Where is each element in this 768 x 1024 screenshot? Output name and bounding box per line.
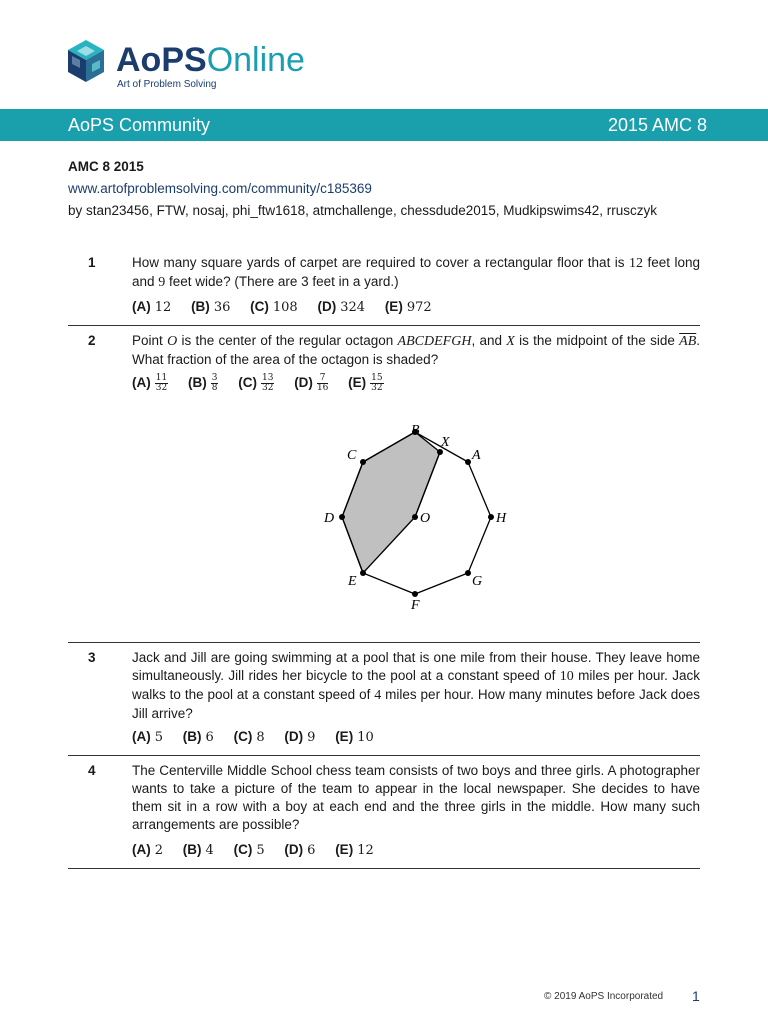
- choice-label: (D): [294, 375, 313, 391]
- choice-value: 972: [406, 300, 432, 315]
- choice-value: 4: [205, 843, 214, 858]
- choice-value: 108: [272, 300, 298, 315]
- label-c: C: [347, 448, 357, 463]
- choice-b: [183, 841, 214, 860]
- community-link[interactable]: www.artofproblemsolving.com/community/c185369: [68, 181, 372, 196]
- vertex-a: [465, 459, 471, 465]
- problem-text-part: miles per hour. How many minutes before Jack does Jill arrive?: [132, 687, 700, 721]
- copyright-notice: © 2019 AoPS Incorporated: [544, 991, 664, 1002]
- problem-text-part: . What fraction of the area of the octagon is shaded?: [132, 333, 701, 367]
- logo-tagline: Art of Problem Solving: [117, 79, 217, 90]
- choice-value: 5: [154, 730, 164, 745]
- choice-value: 5: [256, 843, 265, 858]
- choice-c: [234, 728, 265, 747]
- document-meta: [68, 156, 657, 222]
- problem-number: 3: [88, 650, 96, 665]
- choice-label: (E): [384, 299, 403, 314]
- logo-online-text: Online: [206, 41, 305, 79]
- choice-value: 6: [307, 843, 316, 858]
- choice-e: [348, 374, 383, 393]
- choice-label: (A): [132, 729, 151, 744]
- choice-label: (C): [238, 375, 257, 391]
- choice-label: (A): [132, 299, 151, 314]
- math-value: 9: [158, 275, 166, 290]
- choice-e: [385, 298, 432, 317]
- answer-choices: [132, 728, 390, 747]
- contest-title: 2015 AMC 8: [607, 115, 707, 135]
- label-a: A: [472, 448, 481, 463]
- choice-value: 12: [357, 843, 374, 858]
- choice-e: [335, 728, 374, 747]
- vertex-e: [360, 570, 366, 576]
- choice-label: (A): [132, 842, 151, 857]
- choice-label: (A): [132, 375, 151, 391]
- problem-text-part: feet wide? (There are 3 feet in a yard.): [165, 274, 399, 289]
- problem-text-part: is the center of the regular octagon: [177, 333, 398, 348]
- vertex-f: [412, 591, 418, 597]
- choice-label: (E): [335, 842, 354, 857]
- problem-number: 4: [88, 763, 96, 778]
- vertex-c: [360, 459, 366, 465]
- fraction-denominator: 32: [371, 383, 383, 393]
- choice-e: [335, 841, 374, 860]
- fraction-denominator: 16: [316, 383, 329, 393]
- math-value: 12: [629, 256, 644, 271]
- problem-text-part: How many square yards of carpet are required to cover a rectangular floor that is: [132, 255, 630, 270]
- problem-number: 2: [88, 333, 96, 348]
- page-number: 1: [692, 988, 700, 1004]
- choice-a: [132, 728, 163, 747]
- fraction-numerator: 7: [317, 374, 328, 384]
- problem-text-part: feet long and: [132, 255, 700, 289]
- label-g: G: [472, 574, 483, 589]
- label-x: X: [441, 435, 450, 450]
- math-var: O: [167, 334, 178, 349]
- problem-text-part: Point: [132, 333, 168, 348]
- choice-value: 10: [357, 730, 374, 745]
- choice-c: [250, 298, 298, 317]
- divider: [68, 642, 700, 643]
- aops-online-logo: [66, 36, 326, 96]
- answer-choices: [132, 298, 448, 317]
- authors-line: by stan23456, FTW, nosaj, phi_ftw1618, atmchallenge, chessdude2015, Mudkipswims42, rrusczyk: [68, 203, 658, 218]
- answer-choices: [132, 374, 400, 393]
- math-segment: $\overline{AB}$: [679, 334, 697, 349]
- problem-text-part: is the midpoint of the side: [514, 333, 680, 348]
- label-d: D: [324, 511, 335, 526]
- choice-fraction: [317, 374, 328, 393]
- problem-text-part: Jack and Jill are going swimming at a pool that is one mile from their house. They leave home simultaneously. Jill rides her bicycle to the pool at a constant speed of: [132, 650, 700, 683]
- header-banner: [0, 109, 768, 141]
- choice-value: 6: [205, 730, 214, 745]
- choice-c: [238, 374, 274, 393]
- divider: [68, 868, 700, 869]
- divider: [68, 325, 700, 326]
- fraction-denominator: 8: [211, 383, 218, 393]
- choice-value: 12: [154, 300, 172, 315]
- choice-value: 2: [154, 843, 164, 858]
- choice-fraction: [155, 374, 168, 393]
- choice-label: (B): [182, 729, 202, 744]
- logo-wordmark: [116, 40, 305, 80]
- problem-text-part: , and: [471, 333, 507, 348]
- fraction-numerator: 3: [211, 373, 218, 383]
- choice-fraction: [211, 374, 219, 393]
- choice-d: [284, 728, 315, 747]
- answer-choices: [132, 841, 390, 860]
- fraction-numerator: 15: [371, 373, 383, 383]
- choice-b: [183, 728, 214, 747]
- shaded-region: [342, 432, 440, 573]
- problem-text: The Centerville Middle School chess team consists of two boys and three girls. A photographer wants to take a picture of the team to appear in the local newspaper. She decides to have them sit in a row with a boy at each end and the three girls in the middle. How many such arrangements are possible?: [132, 763, 700, 832]
- problem-text: [132, 254, 700, 292]
- fraction-denominator: 32: [261, 383, 274, 393]
- document-title: AMC 8 2015: [68, 159, 144, 174]
- choice-a: [132, 298, 171, 317]
- choice-label: (C): [233, 842, 253, 857]
- problem-text: [132, 332, 700, 369]
- choice-d: [294, 374, 328, 393]
- math-value: 4: [374, 688, 382, 703]
- choice-value: 8: [256, 730, 265, 745]
- choice-label: (D): [317, 299, 337, 314]
- choice-label: (D): [284, 842, 304, 857]
- vertex-h: [488, 514, 494, 520]
- math-var: ABCDEFGH: [397, 334, 472, 349]
- choice-c: [234, 841, 265, 860]
- label-h: H: [496, 511, 507, 526]
- problem-number: 1: [88, 255, 96, 270]
- choice-label: (C): [233, 729, 253, 744]
- math-value: 10: [559, 669, 574, 684]
- choice-label: (E): [335, 729, 354, 744]
- vertex-d: [339, 514, 345, 520]
- choice-label: (C): [250, 299, 269, 314]
- choice-label: (B): [191, 299, 210, 314]
- choice-d: [284, 841, 315, 860]
- label-b: B: [411, 423, 420, 438]
- octagon-figure: [310, 418, 530, 618]
- choice-value: 324: [340, 300, 366, 315]
- vertex-g: [465, 570, 471, 576]
- problem-text-part: miles per hour. Jack walks to the pool at a constant speed of: [132, 668, 700, 702]
- aops-cube-icon: [66, 38, 106, 84]
- choice-b: [191, 298, 230, 317]
- choice-label: (D): [284, 729, 304, 744]
- choice-fraction: [370, 374, 383, 393]
- math-var: X: [506, 334, 515, 349]
- problem-text: [132, 649, 700, 723]
- choice-value: 9: [307, 730, 316, 745]
- choice-label: (B): [182, 842, 202, 857]
- choice-label: (E): [348, 375, 367, 391]
- point-o: [412, 514, 418, 520]
- fraction-denominator: 32: [155, 383, 168, 393]
- choice-label: (B): [187, 375, 207, 391]
- choice-value: 36: [213, 300, 231, 315]
- label-f: F: [411, 598, 420, 613]
- fraction-numerator: 13: [261, 373, 274, 383]
- choice-b: [188, 374, 218, 393]
- community-title: AoPS Community: [68, 115, 211, 135]
- choice-fraction: [261, 374, 274, 393]
- label-e: E: [348, 574, 357, 589]
- logo-aops-text: AoPS: [116, 41, 207, 79]
- fraction-numerator: 11: [155, 373, 168, 383]
- divider: [68, 755, 700, 756]
- choice-a: [132, 374, 168, 393]
- choice-d: [317, 298, 365, 317]
- choice-a: [132, 841, 163, 860]
- label-o: O: [420, 511, 431, 526]
